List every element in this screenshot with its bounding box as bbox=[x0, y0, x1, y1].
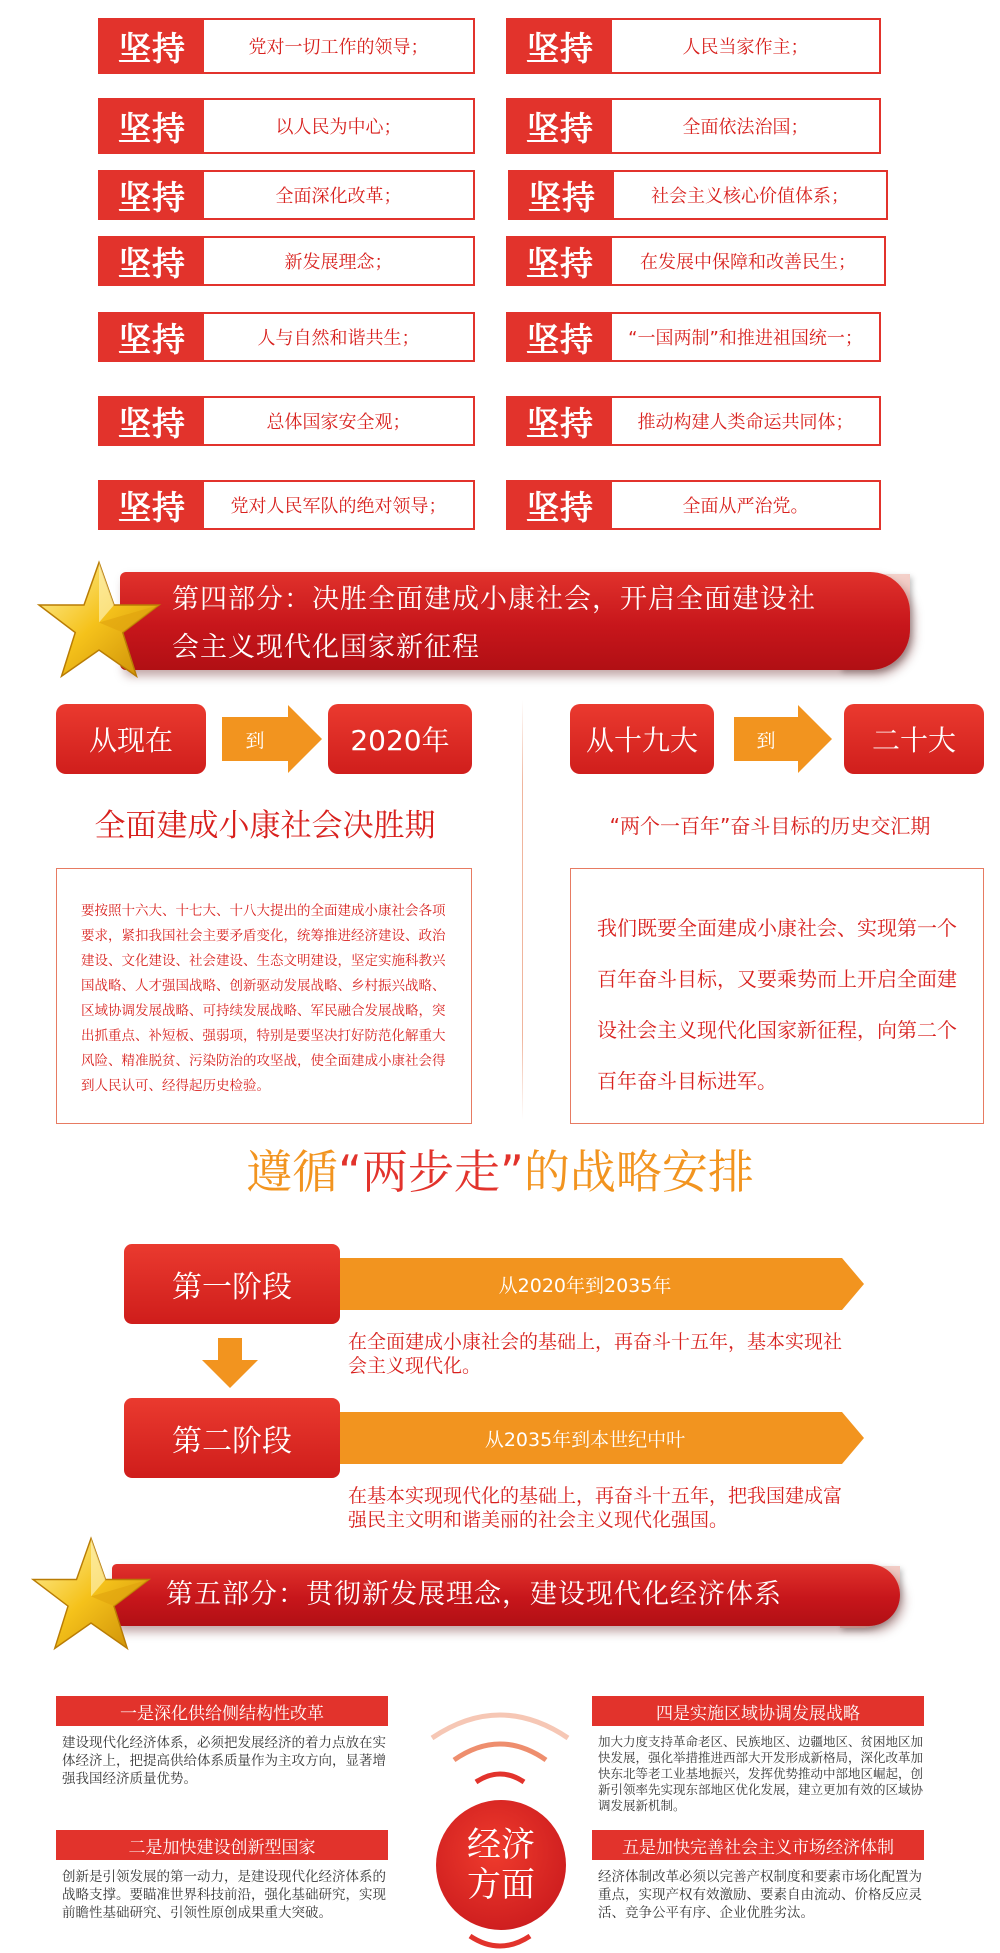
adherence-item-3 bbox=[98, 98, 475, 154]
arrow-right-icon bbox=[798, 705, 832, 773]
timeline-from: 从现在 bbox=[56, 704, 206, 774]
part4-title-line1: 第四部分：决胜全面建成小康社会，开启全面建设社 bbox=[172, 584, 816, 615]
economy-item-2-title: 二是加快建设创新型国家 bbox=[56, 1830, 388, 1860]
adherence-text: 全面深化改革； bbox=[275, 186, 402, 207]
stage1-label: 第一阶段 bbox=[124, 1244, 340, 1324]
two-step-title-b: “两步走” bbox=[338, 1145, 524, 1199]
economy-item-2-body: 创新是引领发展的第一动力，是建设现代化经济体系的战略支撑。要瞄准世界科技前沿，强化基础研究，实现前瞻性基础研究、引领性原创成果重大突破。 bbox=[62, 1869, 386, 1921]
stage1-desc: 在全面建成小康社会的基础上，再奋斗十五年，基本实现社会主义现代化。 bbox=[348, 1331, 843, 1377]
economy-center-line2: 方面 bbox=[467, 1865, 535, 1905]
signal-arcs-lower-icon bbox=[460, 1934, 540, 1953]
timeline-to: 2020年 bbox=[328, 704, 472, 774]
two-step-title-c: 的战略安排 bbox=[523, 1145, 754, 1199]
adherence-item-6 bbox=[508, 170, 888, 220]
adherence-tag: 坚持 bbox=[510, 172, 614, 218]
two-step-title-a: 遵循 bbox=[246, 1145, 339, 1199]
adherence-item-9 bbox=[98, 312, 475, 362]
timeline-arrow-label: 到 bbox=[222, 717, 288, 761]
adherence-item-4 bbox=[506, 98, 881, 154]
timeline-arrow bbox=[734, 705, 832, 773]
adherence-item-13 bbox=[98, 480, 475, 530]
adherence-tag: 坚持 bbox=[100, 100, 204, 152]
arrow-right-icon bbox=[842, 1412, 864, 1464]
adherence-text: “一国两制”和推进祖国统一； bbox=[628, 328, 863, 349]
adherence-item-1 bbox=[98, 18, 475, 74]
adherence-item-2 bbox=[506, 18, 881, 74]
adherence-tag: 坚持 bbox=[508, 482, 612, 528]
economy-item-4-body: 加大力度支持革命老区、民族地区、边疆地区、贫困地区加快发展，强化举措推进西部大开发形成新格局，深化改革加快东北等老工业基地振兴，发挥优势推动中部地区崛起，创新引领率先实现东部地区优化发展，建立更加有效的区域协调发展新机制。 bbox=[598, 1734, 924, 1813]
adherence-tag: 坚持 bbox=[100, 238, 204, 284]
timeline-arrow-label: 到 bbox=[734, 717, 798, 761]
stage2-label: 第二阶段 bbox=[124, 1398, 340, 1478]
stage2-desc: 在基本实现现代化的基础上，再奋斗十五年，把我国建成富强民主文明和谐美丽的社会主义现代化强国。 bbox=[348, 1485, 843, 1531]
column-divider bbox=[522, 700, 523, 1120]
economy-center-line1: 经济 bbox=[467, 1825, 535, 1865]
timeline-right-heading: “两个一百年”奋斗目标的历史交汇期 bbox=[609, 814, 931, 838]
arrow-down-icon bbox=[200, 1338, 260, 1388]
adherence-text: 党对一切工作的领导； bbox=[248, 37, 429, 58]
adherence-item-7 bbox=[98, 236, 475, 286]
economy-center bbox=[436, 1800, 566, 1930]
adherence-tag: 坚持 bbox=[100, 314, 204, 360]
economy-item-1-body: 建设现代化经济体系，必须把发展经济的着力点放在实体经济上，把提高供给体系质量作为主攻方向，显著增强我国经济质量优势。 bbox=[62, 1735, 386, 1787]
timeline-right-body: 我们既要全面建成小康社会、实现第一个百年奋斗目标，又要乘势而上开启全面建设社会主义现代化国家新征程，向第二个百年奋斗目标进军。 bbox=[597, 916, 957, 1093]
timeline-arrow bbox=[222, 705, 322, 773]
stage1-range: 从2020年到2035年 bbox=[328, 1258, 842, 1310]
adherence-text: 新发展理念； bbox=[284, 252, 393, 273]
part4-title-line2: 会主义现代化国家新征程 bbox=[172, 632, 480, 663]
adherence-tag: 坚持 bbox=[508, 238, 612, 284]
economy-item-5-body: 经济体制改革必须以完善产权制度和要素市场化配置为重点，实现产权有效激励、要素自由流动、价格反应灵活、竞争公平有序、企业优胜劣汰。 bbox=[598, 1869, 922, 1921]
adherence-tag: 坚持 bbox=[508, 314, 612, 360]
part5-title: 第五部分：贯彻新发展理念，建设现代化经济体系 bbox=[166, 1579, 782, 1610]
star-icon bbox=[34, 560, 164, 680]
economy-center-text bbox=[467, 1825, 535, 1905]
stage2-range: 从2035年到本世纪中叶 bbox=[328, 1412, 842, 1464]
part5-banner bbox=[0, 1536, 1000, 1656]
adherence-text: 总体国家安全观； bbox=[266, 412, 411, 433]
adherence-text: 党对人民军队的绝对领导； bbox=[230, 496, 447, 517]
adherence-item-8 bbox=[506, 236, 886, 286]
adherence-tag: 坚持 bbox=[100, 172, 204, 218]
economy-item-4-title: 四是实施区域协调发展战略 bbox=[592, 1696, 924, 1726]
arrow-right-icon bbox=[288, 705, 322, 773]
adherence-item-12 bbox=[506, 396, 881, 446]
adherence-tag: 坚持 bbox=[508, 100, 612, 152]
timeline-right-box bbox=[570, 868, 984, 1124]
adherence-text: 全面依法治国； bbox=[682, 117, 809, 138]
economy-item-5-title: 五是加快完善社会主义市场经济体制 bbox=[592, 1830, 924, 1860]
signal-arcs-icon bbox=[420, 1700, 580, 1800]
timeline-left-box bbox=[56, 868, 472, 1124]
adherence-item-5 bbox=[98, 170, 475, 220]
timeline-from: 从十九大 bbox=[570, 704, 714, 774]
adherence-item-10 bbox=[506, 312, 881, 362]
adherence-text: 在发展中保障和改善民生； bbox=[640, 252, 856, 273]
adherence-item-14 bbox=[506, 480, 881, 530]
adherence-item-11 bbox=[98, 396, 475, 446]
economy-item-1-title: 一是深化供给侧结构性改革 bbox=[56, 1696, 388, 1726]
timeline-to: 二十大 bbox=[844, 704, 984, 774]
adherence-tag: 坚持 bbox=[508, 20, 612, 72]
part4-banner bbox=[0, 560, 1000, 690]
adherence-text: 全面从严治党。 bbox=[682, 496, 809, 517]
adherence-tag: 坚持 bbox=[508, 398, 612, 444]
adherence-tag: 坚持 bbox=[100, 482, 204, 528]
adherence-tag: 坚持 bbox=[100, 398, 204, 444]
two-step-title bbox=[0, 1136, 1000, 1202]
adherence-text: 以人民为中心； bbox=[275, 117, 402, 138]
timeline-left-heading: 全面建成小康社会决胜期 bbox=[94, 808, 436, 844]
timeline-left-body: 要按照十六大、十七大、十八大提出的全面建成小康社会各项要求，紧扣我国社会主要矛盾变化，统筹推进经济建设、政治建设、文化建设、社会建设、生态文明建设，坚定实施科教兴国战略、人才强国战略、创新驱动发展战略、乡村振兴战略、区域协调发展战略、可持续发展战略、军民融合发展战略，突出抓重点、补短板、强弱项，特别是要坚决打好防范化解重大风险、精准脱贫、污染防治的攻坚战，使全面建成小康社会得到人民认可、经得起历史检验。 bbox=[81, 903, 446, 1094]
adherence-text: 社会主义核心价值体系； bbox=[651, 186, 849, 207]
star-icon bbox=[28, 1536, 154, 1652]
arrow-right-icon bbox=[842, 1258, 864, 1310]
adherence-text: 推动构建人类命运共同体； bbox=[637, 412, 854, 433]
adherence-text: 人民当家作主； bbox=[682, 37, 809, 58]
adherence-tag: 坚持 bbox=[100, 20, 204, 72]
adherence-text: 人与自然和谐共生； bbox=[257, 328, 420, 349]
